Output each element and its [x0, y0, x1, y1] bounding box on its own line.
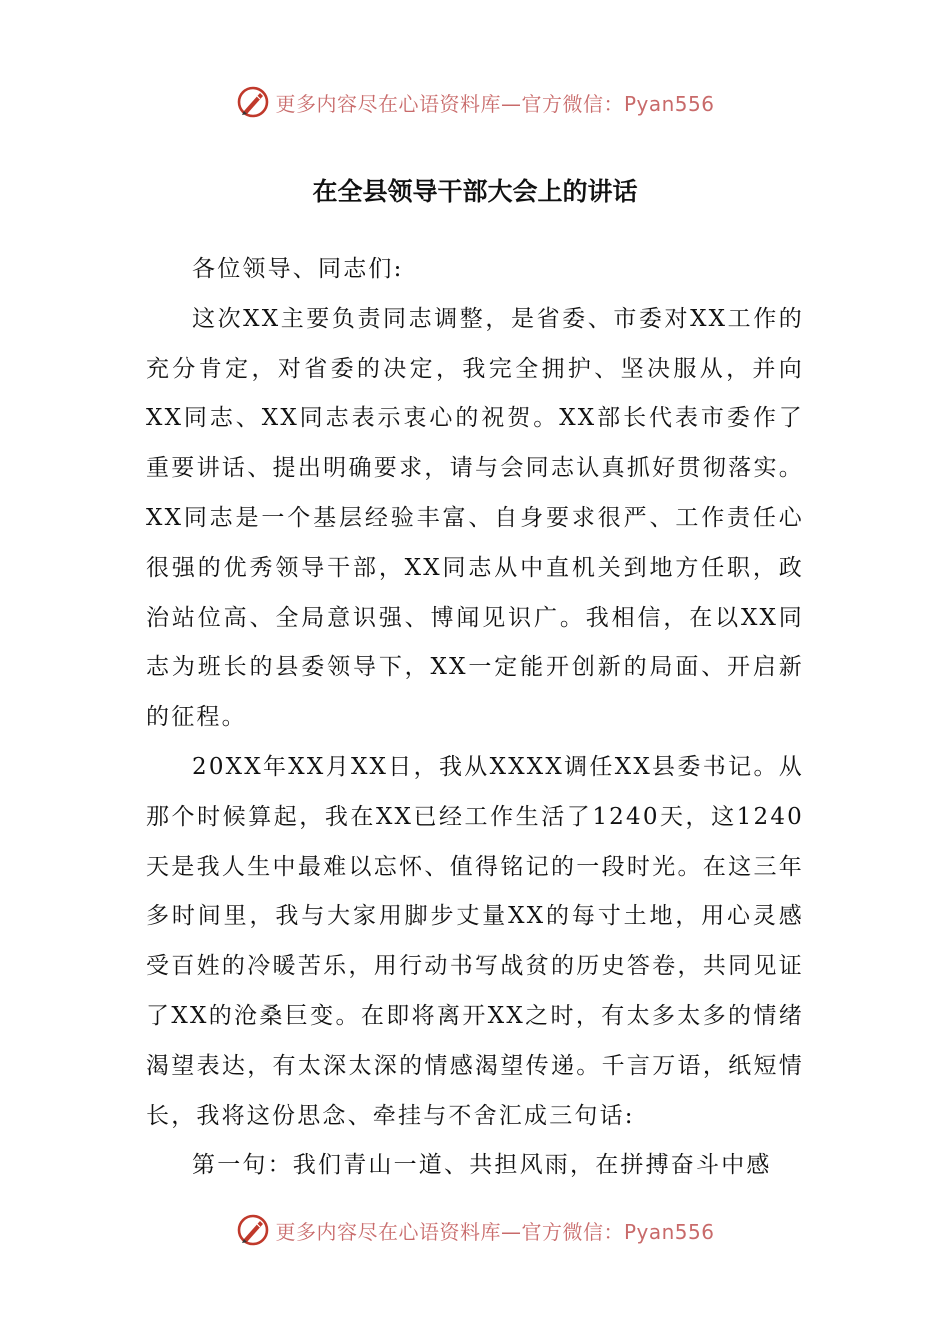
- paragraph-2: 20XX年XX月XX日，我从XXXX调任XX县委书记。从那个时候算起，我在XX已经工作生活了1240天，这1240天是我人生中最难以忘怀、值得铭记的一段时光。在这三年多时间里，我与大家用脚步丈量XX的每寸土地，用心灵感受百姓的冷暖苦乐，用行动书写战贫的历史答卷，共同见证了XX的沧桑巨变。在即将离开XX之时，有太多太多的情绪渴望表达，有太深太深的情感渴望传递。千言万语，纸短情长，我将这份思念、牵挂与不舍汇成三句话:: [146, 753, 804, 1129]
- document-body: [146, 245, 804, 1191]
- paragraph-3: 第一句：我们青山一道、共担风雨，在拼搏奋斗中感: [192, 1152, 772, 1179]
- footer-watermark: [0, 1208, 950, 1252]
- paragraph-1: 这次XX主要负责同志调整，是省委、市委对XX工作的充分肯定，对省委的决定，我完全拥护、坚决服从，并向XX同志、XX同志表示衷心的祝贺。XX部长代表市委作了重要讲话、提出明确要求，请与会同志认真抓好贯彻落实。XX同志是一个基层经验丰富、自身要求很严、工作责任心很强的优秀领导干部，XX同志从中直机关到地方任职，政治站位高、全局意识强、博闻见识广。我相信，在以XX同志为班长的县委领导下，XX一定能开创新的局面、开启新的征程。: [146, 305, 804, 731]
- paragraph-greeting: 各位领导、同志们:: [192, 256, 404, 282]
- pen-logo-icon: [235, 1212, 271, 1248]
- watermark-text: 更多内容尽在心语资料库—官方微信：Pyan556: [275, 91, 715, 116]
- document-title: 在全县领导干部大会上的讲话: [312, 177, 638, 206]
- watermark-text: 更多内容尽在心语资料库—官方微信：Pyan556: [275, 1219, 715, 1244]
- pen-logo-icon: [235, 84, 271, 120]
- header-watermark: [0, 80, 950, 124]
